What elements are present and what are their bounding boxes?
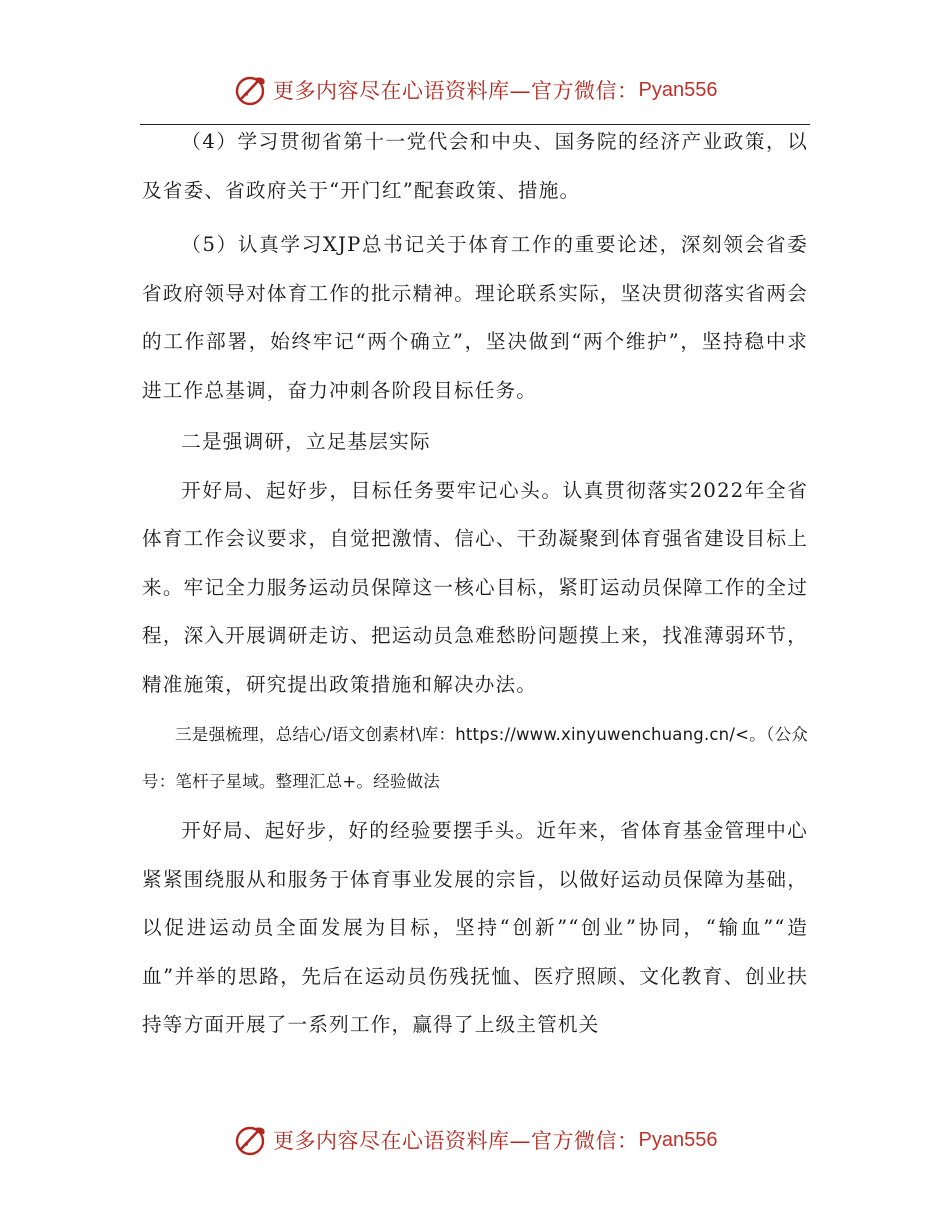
document-body xyxy=(142,118,808,1050)
footer-wechat-id: Pyan556 xyxy=(638,1128,718,1151)
footer-brand-text: 更多内容尽在心语资料库—官方微信： xyxy=(273,1129,639,1153)
paragraph-item-4: （4）学习贯彻省第十一党代会和中央、国务院的经济产业政策，以及省委、省政府关于“开门红”配套政策、措施。 xyxy=(142,130,808,202)
page-footer xyxy=(0,1120,950,1160)
section-heading-summary: 三是强梳理，总结心/语文创素材\库：https://www.xinyuwenchuang.cn/<。（公众号：笔杆子星域。整理汇总+。经验做法 xyxy=(142,725,808,791)
section-heading-research: 二是强调研，立足基层实际 xyxy=(181,430,431,453)
footer-brand xyxy=(233,1120,717,1160)
header-brand-text: 更多内容尽在心语资料库—官方微信： xyxy=(273,79,639,103)
quill-seal-icon xyxy=(233,72,269,108)
header-wechat-id: Pyan556 xyxy=(638,78,718,101)
page-header xyxy=(0,70,950,110)
quill-seal-icon xyxy=(233,1122,269,1158)
header-brand xyxy=(233,70,717,110)
paragraph-research: 开好局、起好步，目标任务要牢记心头。认真贯彻落实2022年全省体育工作会议要求，自觉把激情、信心、干劲凝聚到体育强省建设目标上来。牢记全力服务运动员保障这一核心目标，紧盯运动员保障工作的全过程，深入开展调研走访、把运动员急难愁盼问题摸上来，找准薄弱环节，精准施策，研究提出政策措施和解决办法。 xyxy=(142,478,808,696)
paragraph-item-5: （5）认真学习XJP总书记关于体育工作的重要论述，深刻领会省委省政府领导对体育工作的批示精神。理论联系实际，坚决贯彻落实省两会的工作部署，始终牢记“两个确立”，坚决做到“两个维护”，坚持稳中求进工作总基调，奋力冲刺各阶段目标任务。 xyxy=(142,233,808,402)
paragraph-experience: 开好局、起好步，好的经验要摆手头。近年来，省体育基金管理中心紧紧围绕服从和服务于体育事业发展的宗旨，以做好运动员保障为基础，以促进运动员全面发展为目标，坚持“创新”“创业”协同，“输血”“造血”并举的思路，先后在运动员伤残抚恤、医疗照顾、文化教育、创业扶持等方面开展了一系列工作，赢得了上级主管机关 xyxy=(142,819,808,1036)
